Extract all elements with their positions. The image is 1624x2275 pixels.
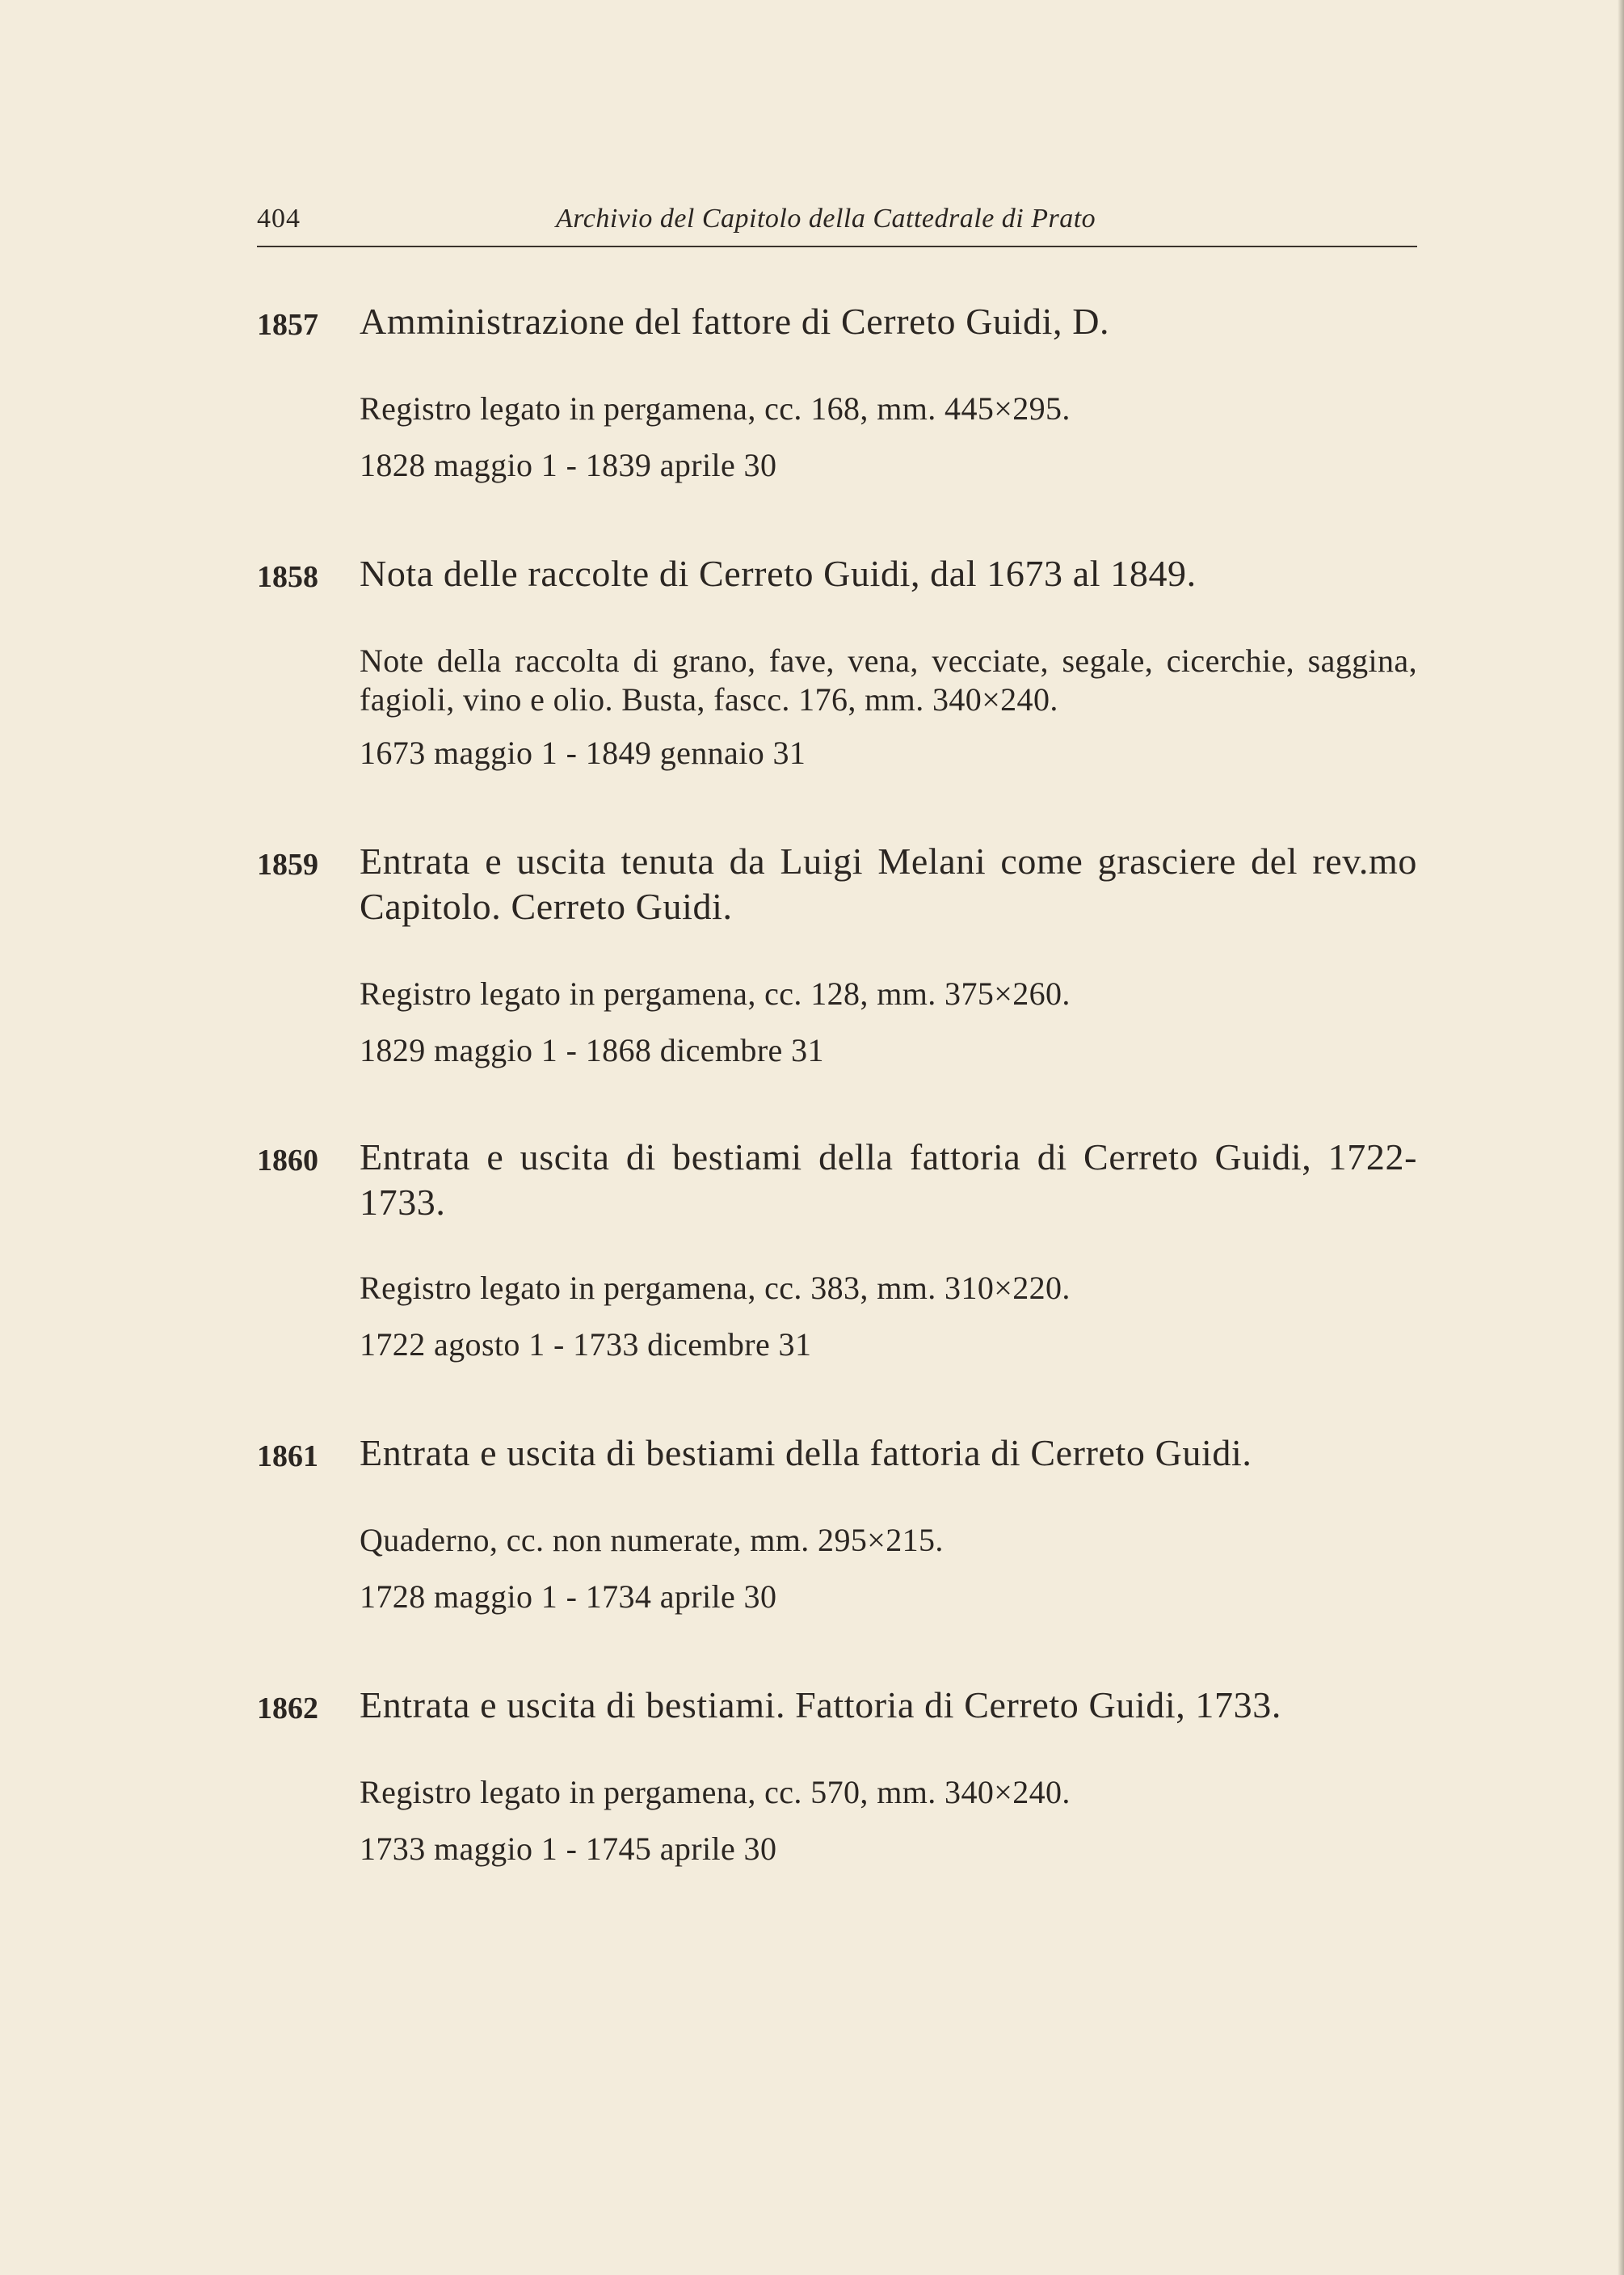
entry-title: Entrata e uscita di bestiami della fattoria di Cerreto Guidi, 1722-1733.	[360, 1136, 1417, 1223]
page-number: 404	[257, 204, 301, 234]
entry-description: Registro legato in pergamena, cc. 570, mm. 340×240.	[360, 1774, 1071, 1810]
entry-title: Amministrazione del fattore di Cerreto Guidi, D.	[360, 301, 1110, 342]
entry-title: Entrata e uscita di bestiami. Fattoria di Cerreto Guidi, 1733.	[360, 1684, 1281, 1725]
entry-date: 1733 maggio 1 - 1745 aprile 30	[360, 1831, 777, 1867]
entry-number: 1862	[257, 1692, 318, 1725]
page-edge-shadow	[1618, 0, 1624, 2275]
entry-date: 1673 maggio 1 - 1849 gennaio 31	[360, 735, 806, 771]
running-title: Archivio del Capitolo della Cattedrale di Prato	[556, 204, 1096, 234]
entry-number: 1861	[257, 1439, 318, 1473]
entry-description: Registro legato in pergamena, cc. 168, mm. 445×295.	[360, 390, 1071, 427]
entry-title: Entrata e uscita tenuta da Luigi Melani come grasciere del rev.mo Capitolo. Cerreto Guidi.	[360, 840, 1417, 927]
entry-date: 1722 agosto 1 - 1733 dicembre 31	[360, 1326, 812, 1363]
entry-title: Entrata e uscita di bestiami della fattoria di Cerreto Guidi.	[360, 1432, 1252, 1473]
entry-description: Quaderno, cc. non numerate, mm. 295×215.	[360, 1522, 944, 1558]
entry-description: Registro legato in pergamena, cc. 128, mm. 375×260.	[360, 975, 1071, 1012]
entry-description: Registro legato in pergamena, cc. 383, mm. 310×220.	[360, 1270, 1071, 1306]
entry-description: Note della raccolta di grano, fave, vena, vecciate, segale, cicerchie, saggina, fagioli, vino e olio. Busta, fascc. 176, mm. 340×240.	[360, 642, 1417, 718]
entry-date: 1728 maggio 1 - 1734 aprile 30	[360, 1578, 777, 1615]
entry-date: 1829 maggio 1 - 1868 dicembre 31	[360, 1032, 824, 1068]
page-header	[257, 202, 1417, 247]
entry-title: Nota delle raccolte di Cerreto Guidi, dal 1673 al 1849.	[360, 553, 1197, 594]
entry-number: 1858	[257, 560, 318, 594]
entry-date: 1828 maggio 1 - 1839 aprile 30	[360, 447, 777, 483]
entry-number: 1857	[257, 308, 318, 342]
entry-number: 1860	[257, 1144, 318, 1178]
entry-number: 1859	[257, 848, 318, 882]
